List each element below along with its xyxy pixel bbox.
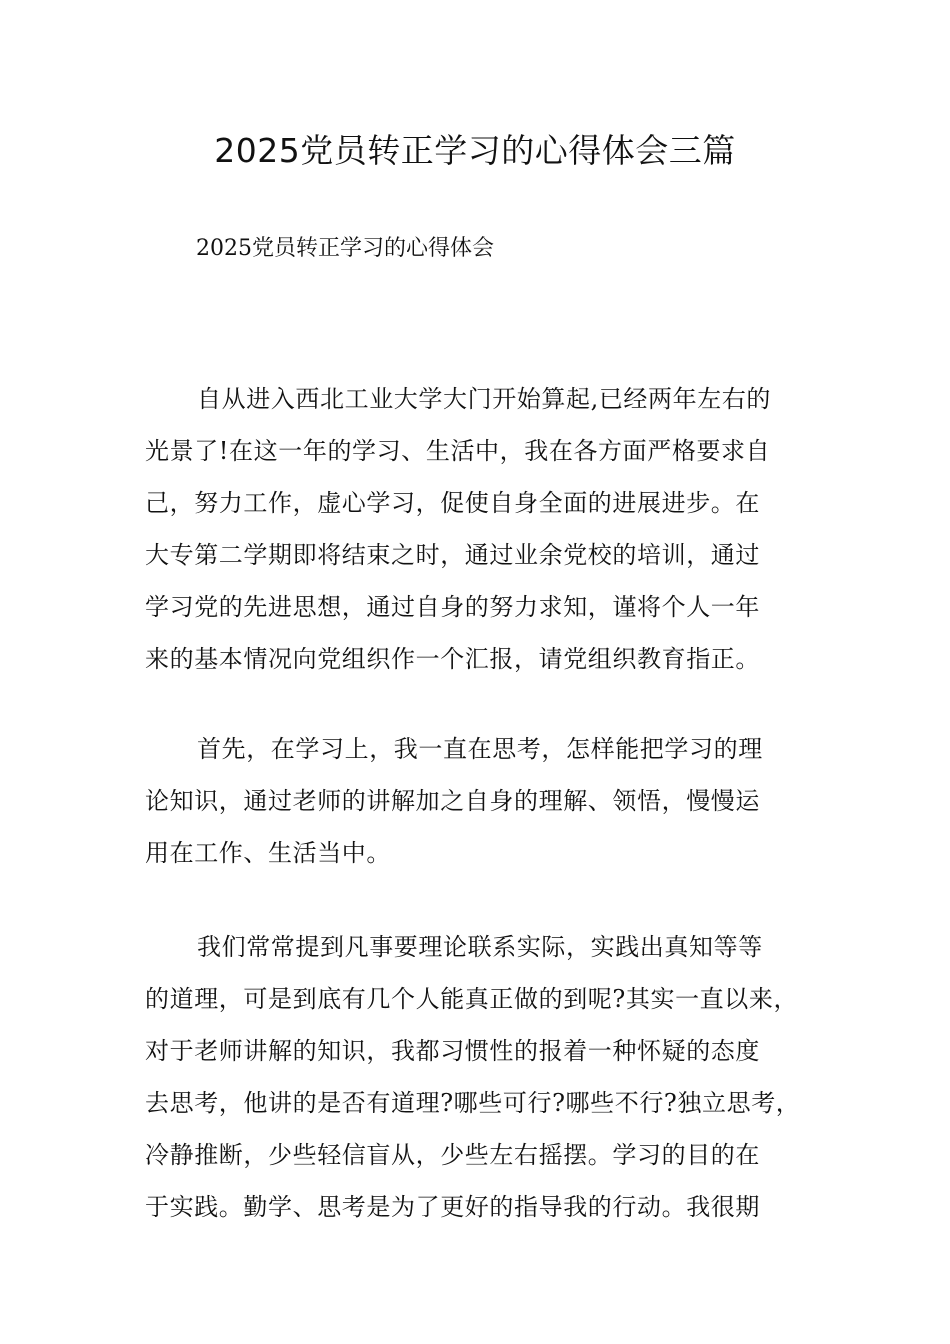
- paragraph-line: 冷静推断，少些轻信盲从，少些左右摇摆。学习的目的在: [145, 1141, 760, 1169]
- paragraph-line: 去思考，他讲的是否有道理?哪些可行?哪些不行?独立思考，: [145, 1089, 801, 1117]
- document-title: 2025党员转正学习的心得体会三篇: [214, 131, 736, 170]
- paragraph-1: [145, 373, 825, 685]
- paragraph-line: 己，努力工作，虚心学习，促使自身全面的进展进步。在: [145, 489, 760, 517]
- paragraph-3: [145, 921, 825, 1233]
- paragraph-line: 我们常常提到凡事要理论联系实际，实践出真知等等: [197, 933, 763, 961]
- paragraph-line: 首先，在学习上，我一直在思考，怎样能把学习的理: [197, 735, 763, 763]
- paragraph-line: 自从进入西北工业大学大门开始算起,已经两年左右的: [197, 385, 772, 413]
- paragraph-line: 光景了!在这一年的学习、生活中，我在各方面严格要求自: [145, 437, 771, 465]
- paragraph-line: 论知识，通过老师的讲解加之自身的理解、领悟，慢慢运: [145, 787, 760, 815]
- paragraph-line: 于实践。勤学、思考是为了更好的指导我的行动。我很期: [145, 1193, 760, 1221]
- paragraph-line: 学习党的先进思想，通过自身的努力求知，谨将个人一年: [145, 593, 760, 621]
- paragraph-2: [145, 723, 825, 879]
- document-subtitle: 2025党员转正学习的心得体会: [196, 236, 494, 261]
- paragraph-line: 对于老师讲解的知识，我都习惯性的报着一种怀疑的态度: [145, 1037, 760, 1065]
- paragraph-line: 来的基本情况向党组织作一个汇报，请党组织教育指正。: [145, 645, 760, 673]
- paragraph-line: 的道理，可是到底有几个人能真正做的到呢?其实一直以来，: [145, 985, 799, 1013]
- paragraph-line: 用在工作、生活当中。: [145, 839, 391, 867]
- paragraph-line: 大专第二学期即将结束之时，通过业余党校的培训，通过: [145, 541, 760, 569]
